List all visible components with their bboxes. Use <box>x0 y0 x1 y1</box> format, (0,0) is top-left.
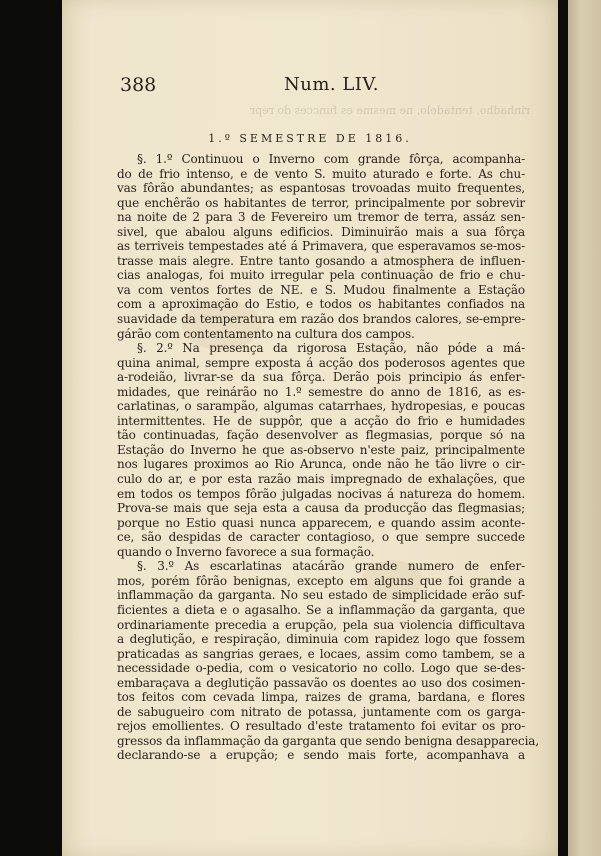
text-line: ficientes a dieta e o agasalho. Se a inflammação da garganta, que <box>117 602 525 617</box>
text-line: tos feitos com cevada limpa, raizes de grama, bardana, e flores <box>117 690 525 705</box>
text-line: porque no Estio quasi nunca apparecem, e quando assim aconte- <box>117 515 525 530</box>
text-line: rejos emollientes. O resultado d'este tratamento foi evitar os pro- <box>117 719 525 734</box>
text-line: Prova-se mais que seja esta a causa da producção das flegmasias; <box>117 501 525 516</box>
text-line: do de frio intenso, e de vento S. muito aturado e forte. As chu- <box>117 166 525 181</box>
text-line: ce, são despidas de caracter contagioso, o que sempre succede <box>117 530 525 545</box>
next-page-edge <box>568 0 601 856</box>
text-line: quando o Inverno favorece a sua formação. <box>117 544 375 559</box>
text-line: trasse mais alegre. Entre tanto gosando a atmosphera de influen- <box>117 253 525 268</box>
text-line: §. 2.º Na presença da rigorosa Estação, não póde a má- <box>137 341 525 356</box>
text-line: Estação do Inverno he que as-observo n'este paiz, principalmente <box>117 442 525 457</box>
text-line: com a aproximação do Estio, e todos os habitantes confiados na <box>117 297 525 312</box>
text-line: tão continuadas, fação desenvolver as flegmasias, porque só na <box>117 428 525 443</box>
text-line: de sabugueiro com nitrato de potassa, juntamente com os garga- <box>117 704 525 719</box>
text-line: quina animal, sempre exposta á acção dos poderosos agentes que <box>117 355 525 370</box>
text-line: a-rodeião, livrar-se da sua fôrça. Derão pois principio ás enfer- <box>117 370 525 385</box>
text-line: ordinariamente precedia a erupção, pela sua violencia difficultava <box>117 617 525 632</box>
page-header <box>62 74 558 96</box>
text-line: intermittentes. He de suppôr, que a acção do frio e humidades <box>117 413 525 428</box>
running-title: Num. LIV. <box>284 74 379 95</box>
text-line: sivel, que abalou alguns edificios. Diminuirão mais a sua fôrça <box>117 224 525 239</box>
section-heading: 1.º SEMESTRE DE 1816. <box>208 132 412 145</box>
page-gutter <box>558 0 568 856</box>
text-line: culo do ar, e por esta razão mais impregnado de exhalações, que <box>117 472 525 487</box>
text-line: as terriveis tempestades até á Primavera, que esperavamos se-mos- <box>117 239 525 254</box>
text-line: na noite de 2 para 3 de Fevereiro um tremor de terra, assáz sen- <box>117 210 525 225</box>
text-line: suavidade da temperatura em razão dos brandos calores, se-empre- <box>117 312 525 327</box>
text-line: praticadas as sangrias geraes, e locaes, assim como tambem, se a <box>117 646 525 661</box>
text-line: cias analogas, foi muito irregular pela continuação de frio e chu- <box>117 268 525 283</box>
text-line: §. 3.º As escarlatinas atacárão grande numero de enfer- <box>137 559 525 574</box>
text-line: carlatinas, o sarampão, algumas catarrhaes, hydropesias, e poucas <box>117 399 525 414</box>
text-line: vas fôrão abundantes; as espantosas trovoadas muito frequentes, <box>117 181 525 196</box>
body-text <box>117 152 539 763</box>
book-page <box>62 0 558 856</box>
text-line: mos, porém fôrão benignas, excepto em alguns que foi grande a <box>117 573 525 588</box>
text-line: §. 1.º Continuou o Inverno com grande fôrça, acompanha- <box>137 152 525 166</box>
text-line: em todos os tempos fôrão julgadas nocivas á natureza do homem. <box>117 486 525 501</box>
text-line: nos lugares proximos ao Rio Arunca, onde não he tão livre o cir- <box>117 457 525 472</box>
text-line: inflammação da garganta. No seu estado de simplicidade erão suf- <box>117 588 525 603</box>
text-line: midades, que reinárão no 1.º semestre do anno de 1816, as es- <box>117 384 525 399</box>
text-line: declarando-se a erupção; e sendo mais forte, acompanhava a <box>117 748 525 763</box>
text-line: a deglutição, e respiração, diminuia com rapidez logo que fossem <box>117 632 525 647</box>
text-line: va com ventos fortes de NE. e S. Mudou finalmente a Estação <box>117 282 525 297</box>
text-line: necessidade o-pedia, com o vesicatorio no collo. Logo que se-des- <box>117 661 525 676</box>
text-line: que enchêrão os habitantes de terror, principalmente por sobrevir <box>117 195 525 210</box>
bleed-through-text: rinhadho, tentadelo, ne mesme es funcces do repr <box>249 105 530 117</box>
text-line: gárão com contentamento na cultura dos campos. <box>117 326 415 341</box>
text-line: embaraçava a deglutição passavão os doentes ao uso dos cosimen- <box>117 675 525 690</box>
text-line: gressos da inflammação da garganta que sendo benigna desapparecia, <box>117 733 539 748</box>
page-number: 388 <box>120 74 157 96</box>
